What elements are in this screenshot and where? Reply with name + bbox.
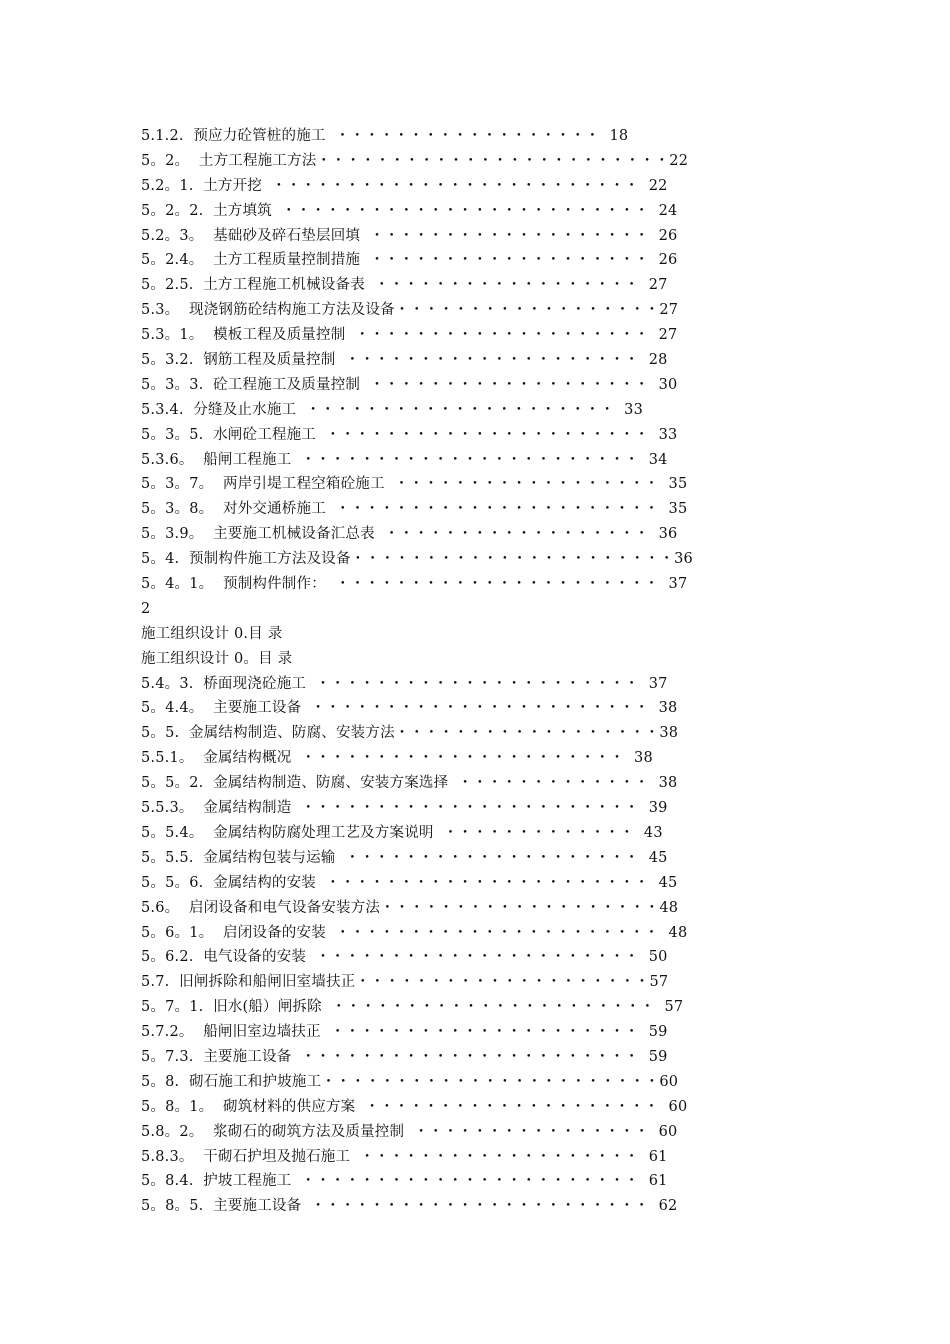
toc-line: 5。5。6. 金属结构的安装 ・・・・・・・・・・・・・・・・・・・・・・ 45 [141,874,678,891]
toc-line: 5.3。 现浇钢筋砼结构施工方法及设备・・・・・・・・・・・・・・・・・・27 [141,302,679,319]
toc-line: 5.4。3. 桥面现浇砼施工 ・・・・・・・・・・・・・・・・・・・・・・ 37 [141,675,668,692]
toc-line: 5。3.9。 主要施工机械设备汇总表 ・・・・・・・・・・・・・・・・・・ 36 [141,526,678,543]
toc-line: 5。7。1. 旧水(船）闸拆除 ・・・・・・・・・・・・・・・・・・・・・・ 57 [141,999,684,1016]
toc-line: 5.5.3。 金属结构制造 ・・・・・・・・・・・・・・・・・・・・・・・ 39 [141,800,668,817]
running-header: 施工组织设计 0.目 录 [141,625,283,642]
toc-line: 5。5。2. 金属结构制造、防腐、安装方案选择 ・・・・・・・・・・・・・ 38 [141,775,678,792]
toc-line: 5.7.2。 船闸旧室边墙扶正 ・・・・・・・・・・・・・・・・・・・・・ 59 [141,1024,668,1041]
toc-line: 5。2。 土方工程施工方法・・・・・・・・・・・・・・・・・・・・・・・・22 [141,152,689,169]
toc-line: 5。8.4. 护坡工程施工 ・・・・・・・・・・・・・・・・・・・・・・・ 61 [141,1173,668,1190]
toc-line: 5。5.4。 金属结构防腐处理工艺及方案说明 ・・・・・・・・・・・・・ 43 [141,824,663,841]
toc-line: 5。2.4。 土方工程质量控制措施 ・・・・・・・・・・・・・・・・・・・ 26 [141,252,678,269]
toc-line: 5.8.3。 干砌石护坦及抛石施工 ・・・・・・・・・・・・・・・・・・・ 61 [141,1148,668,1165]
running-header: 施工组织设计 0。目 录 [141,650,293,667]
toc-line: 5。3.2. 钢筋工程及质量控制 ・・・・・・・・・・・・・・・・・・・・ 28 [141,352,668,369]
table-of-contents [141,124,781,1219]
page-number: 2 [141,600,151,617]
toc-line: 5.3。1。 模板工程及质量控制 ・・・・・・・・・・・・・・・・・・・・ 27 [141,327,678,344]
toc-line: 5。4。1。 预制构件制作： ・・・・・・・・・・・・・・・・・・・・・・ 37 [141,576,688,593]
toc-line: 5。4. 预制构件施工方法及设备・・・・・・・・・・・・・・・・・・・・・・36 [141,551,693,568]
toc-line: 5。3。3. 砼工程施工及质量控制 ・・・・・・・・・・・・・・・・・・・ 30 [141,376,678,393]
toc-line: 5.6。 启闭设备和电气设备安装方法・・・・・・・・・・・・・・・・・・・48 [141,899,679,916]
toc-line: 5。3。8。 对外交通桥施工 ・・・・・・・・・・・・・・・・・・・・・・ 35 [141,501,688,518]
toc-line: 5。3。5. 水闸砼工程施工 ・・・・・・・・・・・・・・・・・・・・・・ 33 [141,426,678,443]
toc-line: 5。8. 砌石施工和护坡施工・・・・・・・・・・・・・・・・・・・・・・・60 [141,1073,679,1090]
toc-line: 5。6.2. 电气设备的安装 ・・・・・・・・・・・・・・・・・・・・・・ 50 [141,949,668,966]
toc-line: 5。3。7。 两岸引堤工程空箱砼施工 ・・・・・・・・・・・・・・・・・・ 35 [141,476,688,493]
toc-line: 5.8。2。 浆砌石的砌筑方法及质量控制 ・・・・・・・・・・・・・・・・ 60 [141,1123,678,1140]
toc-line: 5。5.5. 金属结构包装与运输 ・・・・・・・・・・・・・・・・・・・・ 45 [141,849,668,866]
toc-line: 5.1.2. 预应力砼管桩的施工 ・・・・・・・・・・・・・・・・・・ 18 [141,128,629,144]
toc-line: 5.2。1. 土方开挖 ・・・・・・・・・・・・・・・・・・・・・・・・・ 22 [141,177,668,194]
toc-line: 5.7. 旧闸拆除和船闸旧室墙扶正・・・・・・・・・・・・・・・・・・・・57 [141,974,669,991]
toc-line: 5。5. 金属结构制造、防腐、安装方法・・・・・・・・・・・・・・・・・・38 [141,725,679,742]
toc-line: 5。7.3. 主要施工设备 ・・・・・・・・・・・・・・・・・・・・・・・ 59 [141,1048,668,1065]
toc-line: 5。4.4。 主要施工设备 ・・・・・・・・・・・・・・・・・・・・・・・ 38 [141,700,678,717]
toc-line: 5。6。1。 启闭设备的安装 ・・・・・・・・・・・・・・・・・・・・・・ 48 [141,924,688,941]
toc-line: 5。8。5. 主要施工设备 ・・・・・・・・・・・・・・・・・・・・・・・ 62 [141,1198,678,1215]
toc-line: 5.2。3。 基础砂及碎石垫层回填 ・・・・・・・・・・・・・・・・・・・ 26 [141,227,678,244]
toc-line: 5。8。1。 砌筑材料的供应方案 ・・・・・・・・・・・・・・・・・・・・ 60 [141,1098,688,1115]
toc-line: 5.3.4. 分缝及止水施工 ・・・・・・・・・・・・・・・・・・・・・ 33 [141,401,644,418]
toc-line: 5。2。2. 土方填筑 ・・・・・・・・・・・・・・・・・・・・・・・・・ 24 [141,202,678,219]
toc-line: 5.5.1。 金属结构概况 ・・・・・・・・・・・・・・・・・・・・・・ 38 [141,750,653,767]
toc-line: 5。2.5. 土方工程施工机械设备表 ・・・・・・・・・・・・・・・・・・ 27 [141,277,668,294]
toc-line: 5.3.6。 船闸工程施工 ・・・・・・・・・・・・・・・・・・・・・・・ 34 [141,451,668,468]
